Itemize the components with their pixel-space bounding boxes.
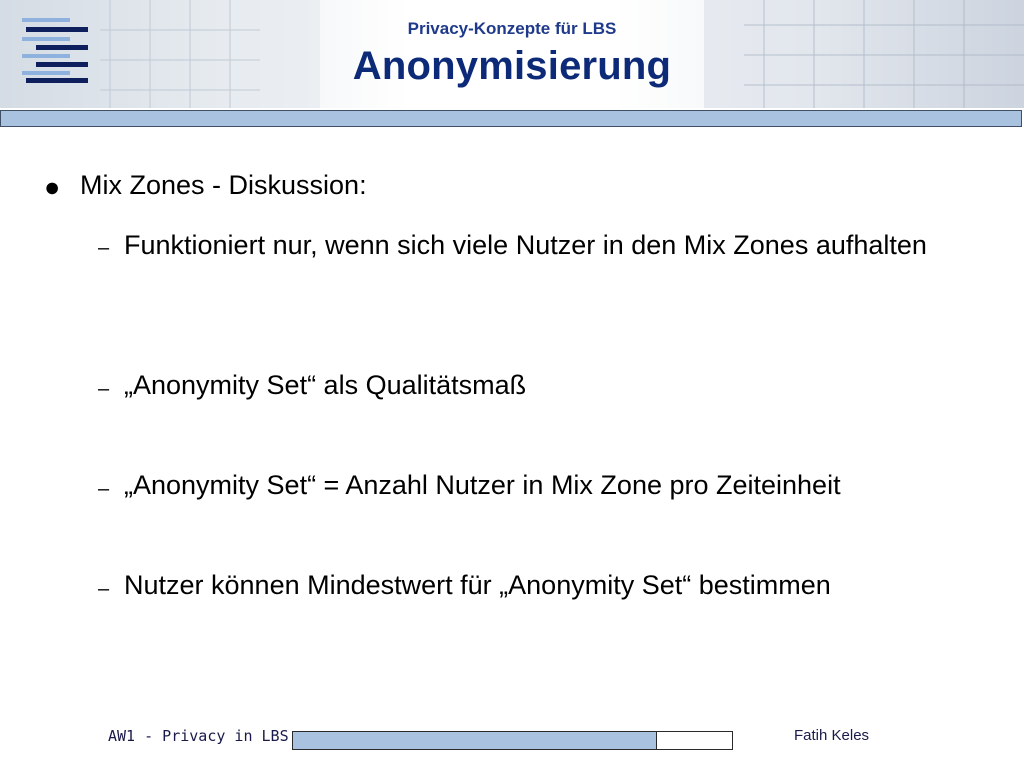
bullet-item-4: Nutzer können Mindestwert für „Anonymity Set“ bestimmen <box>124 570 831 600</box>
dash-marker-icon: – <box>98 578 110 600</box>
slide-progress-bar <box>292 731 733 750</box>
bullet-level1-text: Mix Zones - Diskussion: <box>80 170 367 200</box>
dash-marker-icon: – <box>98 237 110 259</box>
slide-subtitle: Privacy-Konzepte für LBS <box>407 19 617 38</box>
slide-progress-fill <box>293 732 657 749</box>
dash-marker-icon: – <box>98 478 110 500</box>
bullet-dot-icon: ● <box>44 172 61 202</box>
footer-author: Fatih Keles <box>794 727 870 744</box>
dash-marker-icon: – <box>98 378 110 400</box>
slide-title: Anonymisierung <box>352 44 672 88</box>
bullet-item-3: „Anonymity Set“ = Anzahl Nutzer in Mix Zone pro Zeiteinheit <box>124 470 841 500</box>
footer-course-label: AW1 - Privacy in LBS <box>108 727 289 745</box>
bullet-item-1: Funktioniert nur, wenn sich viele Nutzer in den Mix Zones aufhalten <box>124 230 927 260</box>
bullet-item-2: „Anonymity Set“ als Qualitätsmaß <box>124 370 527 400</box>
